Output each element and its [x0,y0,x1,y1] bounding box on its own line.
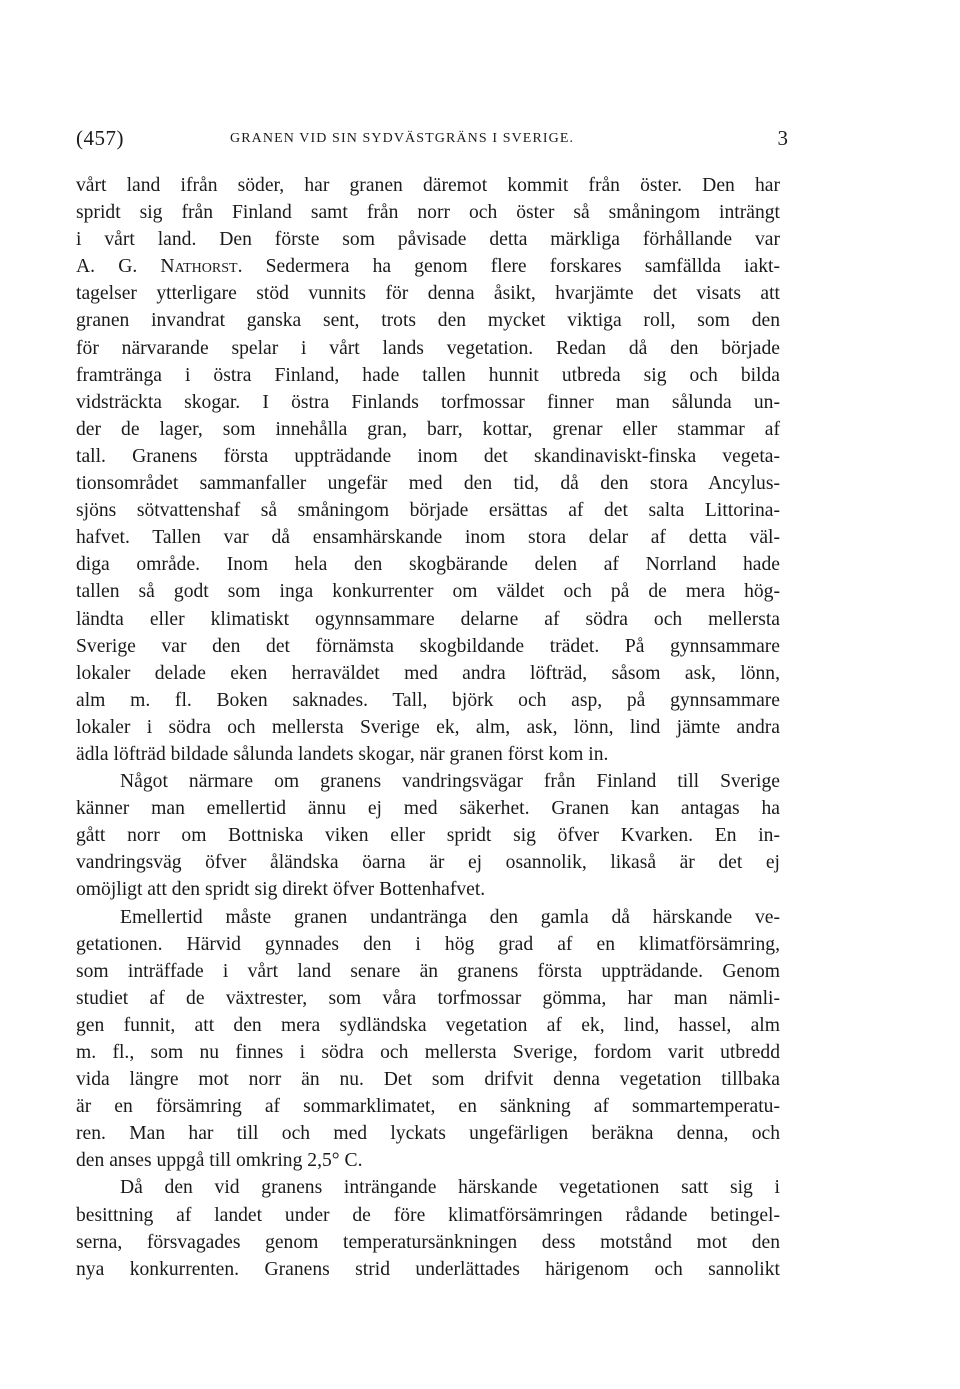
text-line: tall. Granens första uppträdande inom det skandinaviskt-finska vegeta- [76,445,780,467]
text-line: framtränga i östra Finland, hade tallen hunnit utbreda sig och bilda [76,364,780,386]
page-header [76,126,788,158]
text-line: serna, försvagades genom temperatursänkningen dess motstånd mot den [76,1231,780,1253]
text-line: lokaler delade eken herraväldet med andra löfträd, såsom ask, lönn, [76,662,780,684]
body-text [76,172,780,1283]
text-line: der de lager, som innehålla gran, barr, kottar, grenar eller stammar af [76,418,780,440]
text-line: besittning af landet under de före klimatförsämringen rådande betingel- [76,1204,780,1226]
text-line: gått norr om Bottniska viken eller spridt sig öfver Kvarken. En in- [76,825,780,847]
text-line: Sverige var den det förnämsta skogbildande trädet. På gynnsammare [76,635,780,657]
text-line: m. fl., som nu finnes i södra och mellersta Sverige, fordom varit utbredd [76,1042,780,1063]
text-line: vidsträckta skogar. I östra Finlands torfmossar finner man sålunda un- [76,391,780,413]
text-line: ländta eller klimatiskt ogynnsammare delarne af södra och mellersta [76,608,780,630]
text-line: diga område. Inom hela den skogbärande delen af Norrland hade [76,554,780,576]
text-line: känner man emellertid ännu ej med säkerhet. Granen kan antagas ha [76,798,780,820]
text-line: A. G. Nathorst. Sedermera ha genom flere forskares samfällda iakt- [76,256,780,278]
text-line: hafvet. Tallen var då ensamhärskande inom stora delar af detta väl- [76,527,780,549]
text-line: som inträffade i vårt land senare än granens första uppträdande. Genom [76,960,780,982]
text-line: vandringsväg öfver åländska öarna är ej osannolik, likaså är det ej [76,852,780,874]
page-marker: (457) [76,126,124,150]
page-number: 3 [777,126,788,150]
text-line: den anses uppgå till omkring 2,5° C. [76,1150,363,1172]
text-line: nya konkurrenten. Granens strid underlättades härigenom och sannolikt [76,1258,780,1280]
text-line: är en försämring af sommarklimatet, en sänkning af sommartemperatu- [76,1096,780,1118]
text-line: tagelser ytterligare stöd vunnits för denna åsikt, hvarjämte det visats att [76,283,780,305]
text-line: ädla löfträd bildade sålunda landets skogar, när granen först kom in. [76,743,609,765]
text-line: ren. Man har till och med lyckats ungefärligen beräkna denna, och [76,1123,780,1145]
text-line: omöjligt att den spridt sig direkt öfver Bottenhafvet. [76,879,486,901]
running-title: GRANEN VID SIN SYDVÄSTGRÄNS I SVERIGE. [230,131,575,146]
text-line: studiet af de växtrester, som våra torfmossar gömma, har man nämli- [76,987,780,1009]
text-line: alm m. fl. Boken saknades. Tall, björk och asp, på gynnsammare [76,689,780,711]
text-line: tionsområdet sammanfaller ungefär med den tid, då den stora Ancylus- [76,473,780,495]
text-line: vida längre mot norr än nu. Det som drifvit denna vegetation tillbaka [76,1069,780,1091]
text-line: Något närmare om granens vandringsvägar från Finland till Sverige [120,771,780,793]
text-line: granen invandrat ganska sent, trots den mycket viktiga roll, som den [76,310,780,332]
text-line: lokaler i södra och mellersta Sverige ek, alm, ask, lönn, lind jämte andra [76,716,780,738]
text-line: vårt land ifrån söder, har granen däremot kommit från öster. Den har [76,175,780,196]
text-line: för närvarande spelar i vårt lands vegetation. Redan då den började [76,337,780,359]
text-line: i vårt land. Den förste som påvisade detta märkliga förhållande var [76,229,780,251]
text-line: sjöns sötvattenshaf så småningom började ersättas af det salta Littorina- [76,500,780,522]
text-line: getationen. Härvid gynnades den i hög grad af en klimatförsämring, [76,933,780,955]
author-name: Nathorst [160,256,238,278]
text-line: Emellertid måste granen undantränga den gamla då härskande ve- [120,906,780,928]
text-line: gen funnit, att den mera sydländska vegetation af ek, lind, hassel, alm [76,1014,780,1036]
text-line: tallen så godt som inga konkurrenter om väldet och på de mera hög- [76,581,780,603]
text-line: spridt sig från Finland samt från norr och öster så småningom inträngt [76,202,780,224]
text-line: Då den vid granens inträngande härskande vegetationen satt sig i [120,1177,780,1199]
